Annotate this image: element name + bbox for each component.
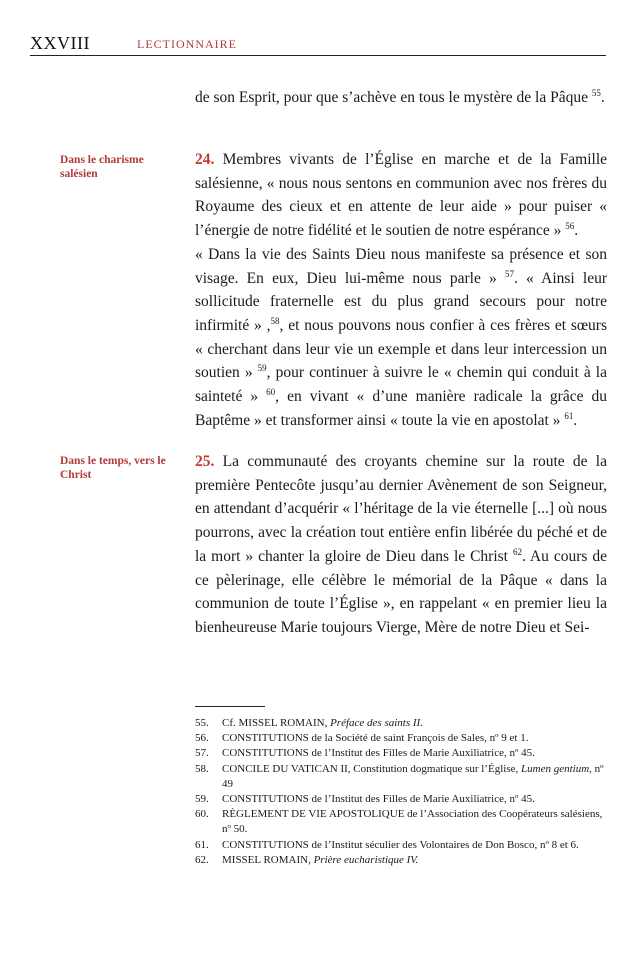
margin-note-temps: Dans le temps, vers le Christ	[60, 455, 166, 481]
section-title: LECTIONNAIRE	[137, 37, 237, 51]
footnote	[195, 762, 609, 792]
intro-paragraph: de son Esprit, pour que s’achève en tous le mystère de la Pâque $^{55}$.	[195, 88, 605, 106]
margin-note-charisme: Dans le charisme salésien	[60, 154, 144, 180]
footnote-number: 61.	[195, 838, 209, 851]
page-header	[30, 33, 606, 56]
paragraph-number: 25.	[195, 453, 215, 470]
footnote-ref: 59	[257, 363, 267, 374]
footnote	[195, 853, 609, 868]
footnote-text: CONSTITUTIONS de la Société de saint François de Sales, nº 9 et 1.	[222, 732, 529, 745]
footnotes	[195, 716, 609, 868]
footnote	[195, 731, 609, 746]
footnote	[195, 838, 609, 853]
footnote-text: CONSTITUTIONS de l’Institut des Filles de Marie Auxiliatrice, nº 45.	[222, 747, 535, 760]
footnote	[195, 792, 609, 807]
footnote	[195, 716, 609, 731]
footnote-divider	[195, 706, 265, 707]
footnote-number: 60.	[195, 808, 209, 821]
page-number: XXVIII	[30, 33, 90, 53]
paragraph-24	[195, 148, 607, 432]
paragraph-number: 24.	[195, 151, 215, 168]
footnote-number: 59.	[195, 793, 209, 806]
footnote-ref: 57	[504, 268, 514, 279]
footnote-number: 57.	[195, 747, 209, 760]
footnote-text: RÈGLEMENT DE VIE APOSTOLIQUE de l’Association des Coopérateurs salésiens, nº 50.	[222, 808, 603, 836]
footnote-text: CONSTITUTIONS de l’Institut des Filles de Marie Auxiliatrice, nº 45.	[222, 793, 535, 806]
footnote-number: 55.	[195, 717, 209, 729]
footnote-text: CONCILE DU VATICAN II, Constitution dogmatique sur l’Église, Lumen gentium, nº 49	[222, 762, 604, 790]
footnote-number: 58.	[195, 762, 209, 775]
footnote-ref: 62	[512, 546, 522, 557]
footnote-text: CONSTITUTIONS de l’Institut séculier des Volontaires de Don Bosco, nº 8 et 6.	[222, 838, 579, 851]
footnote-ref: 56	[565, 221, 575, 232]
paragraph-25: 25. La communauté des croyants chemine sur la route de la première Pentecôte jusqu’au dernier Avènement de son Seigneur, en attendant d’acquérir « l’héritage de la vie éternelle [...] où nous pourrons, avec la création tout entière enfin libérée du péché et de la mort » chanter la gloire de Dieu dans le Christ $^{62}$. Au cours de ce pèlerinage, elle célèbre le mémorial de la Pâque « dans la communion de toute l’Église », en rappelant « en premier lieu la bienheureuse Marie toujours Vierge, Mère de notre Dieu et Sei-	[195, 453, 607, 636]
footnote-text: MISSEL ROMAIN, Prière eucharistique IV.	[222, 853, 419, 866]
footnote-ref: 55	[591, 88, 601, 98]
footnote	[195, 807, 609, 837]
footnote-number: 62.	[195, 853, 209, 866]
footnote-ref: 61	[564, 410, 574, 421]
footnote	[195, 746, 609, 761]
footnote-ref: 60	[266, 387, 276, 398]
footnote-ref: 58	[270, 315, 280, 326]
footnote-text: Cf. MISSEL ROMAIN, Préface des saints II.	[222, 717, 423, 729]
paragraph-24-part-1: 24. Membres vivants de l’Église en marche et de la Famille salésienne, « nous nous sentons en communion avec nos frères du Royaume des cieux et en attente de leur aide » pour puiser « l’énergie de notre fidélité et le soutien de notre espérance » $^{56}$.	[195, 151, 607, 240]
footnote-number: 56.	[195, 732, 209, 745]
paragraph-24-part-2: « Dans la vie des Saints Dieu nous manifeste sa présence et son visage. En eux, Dieu lui-même nous parle » $^{57}$. « Ainsi leur sollicitude fraternelle est du plus grand secours pour notre infirmité » ,$^{58}$, et nous pouvons nous confier à ces frères et sœurs « cherchant dans leur vie un exemple et dans leur intercession un soutien » $^{59}$, pour continuer à suivre le « chemin qui conduit à la sainteté » $^{60}$, en vivant « d’une manière radicale la grâce du Baptême » et transformer ainsi « toute la vie en apostolat » $^{61}$.	[195, 245, 607, 429]
